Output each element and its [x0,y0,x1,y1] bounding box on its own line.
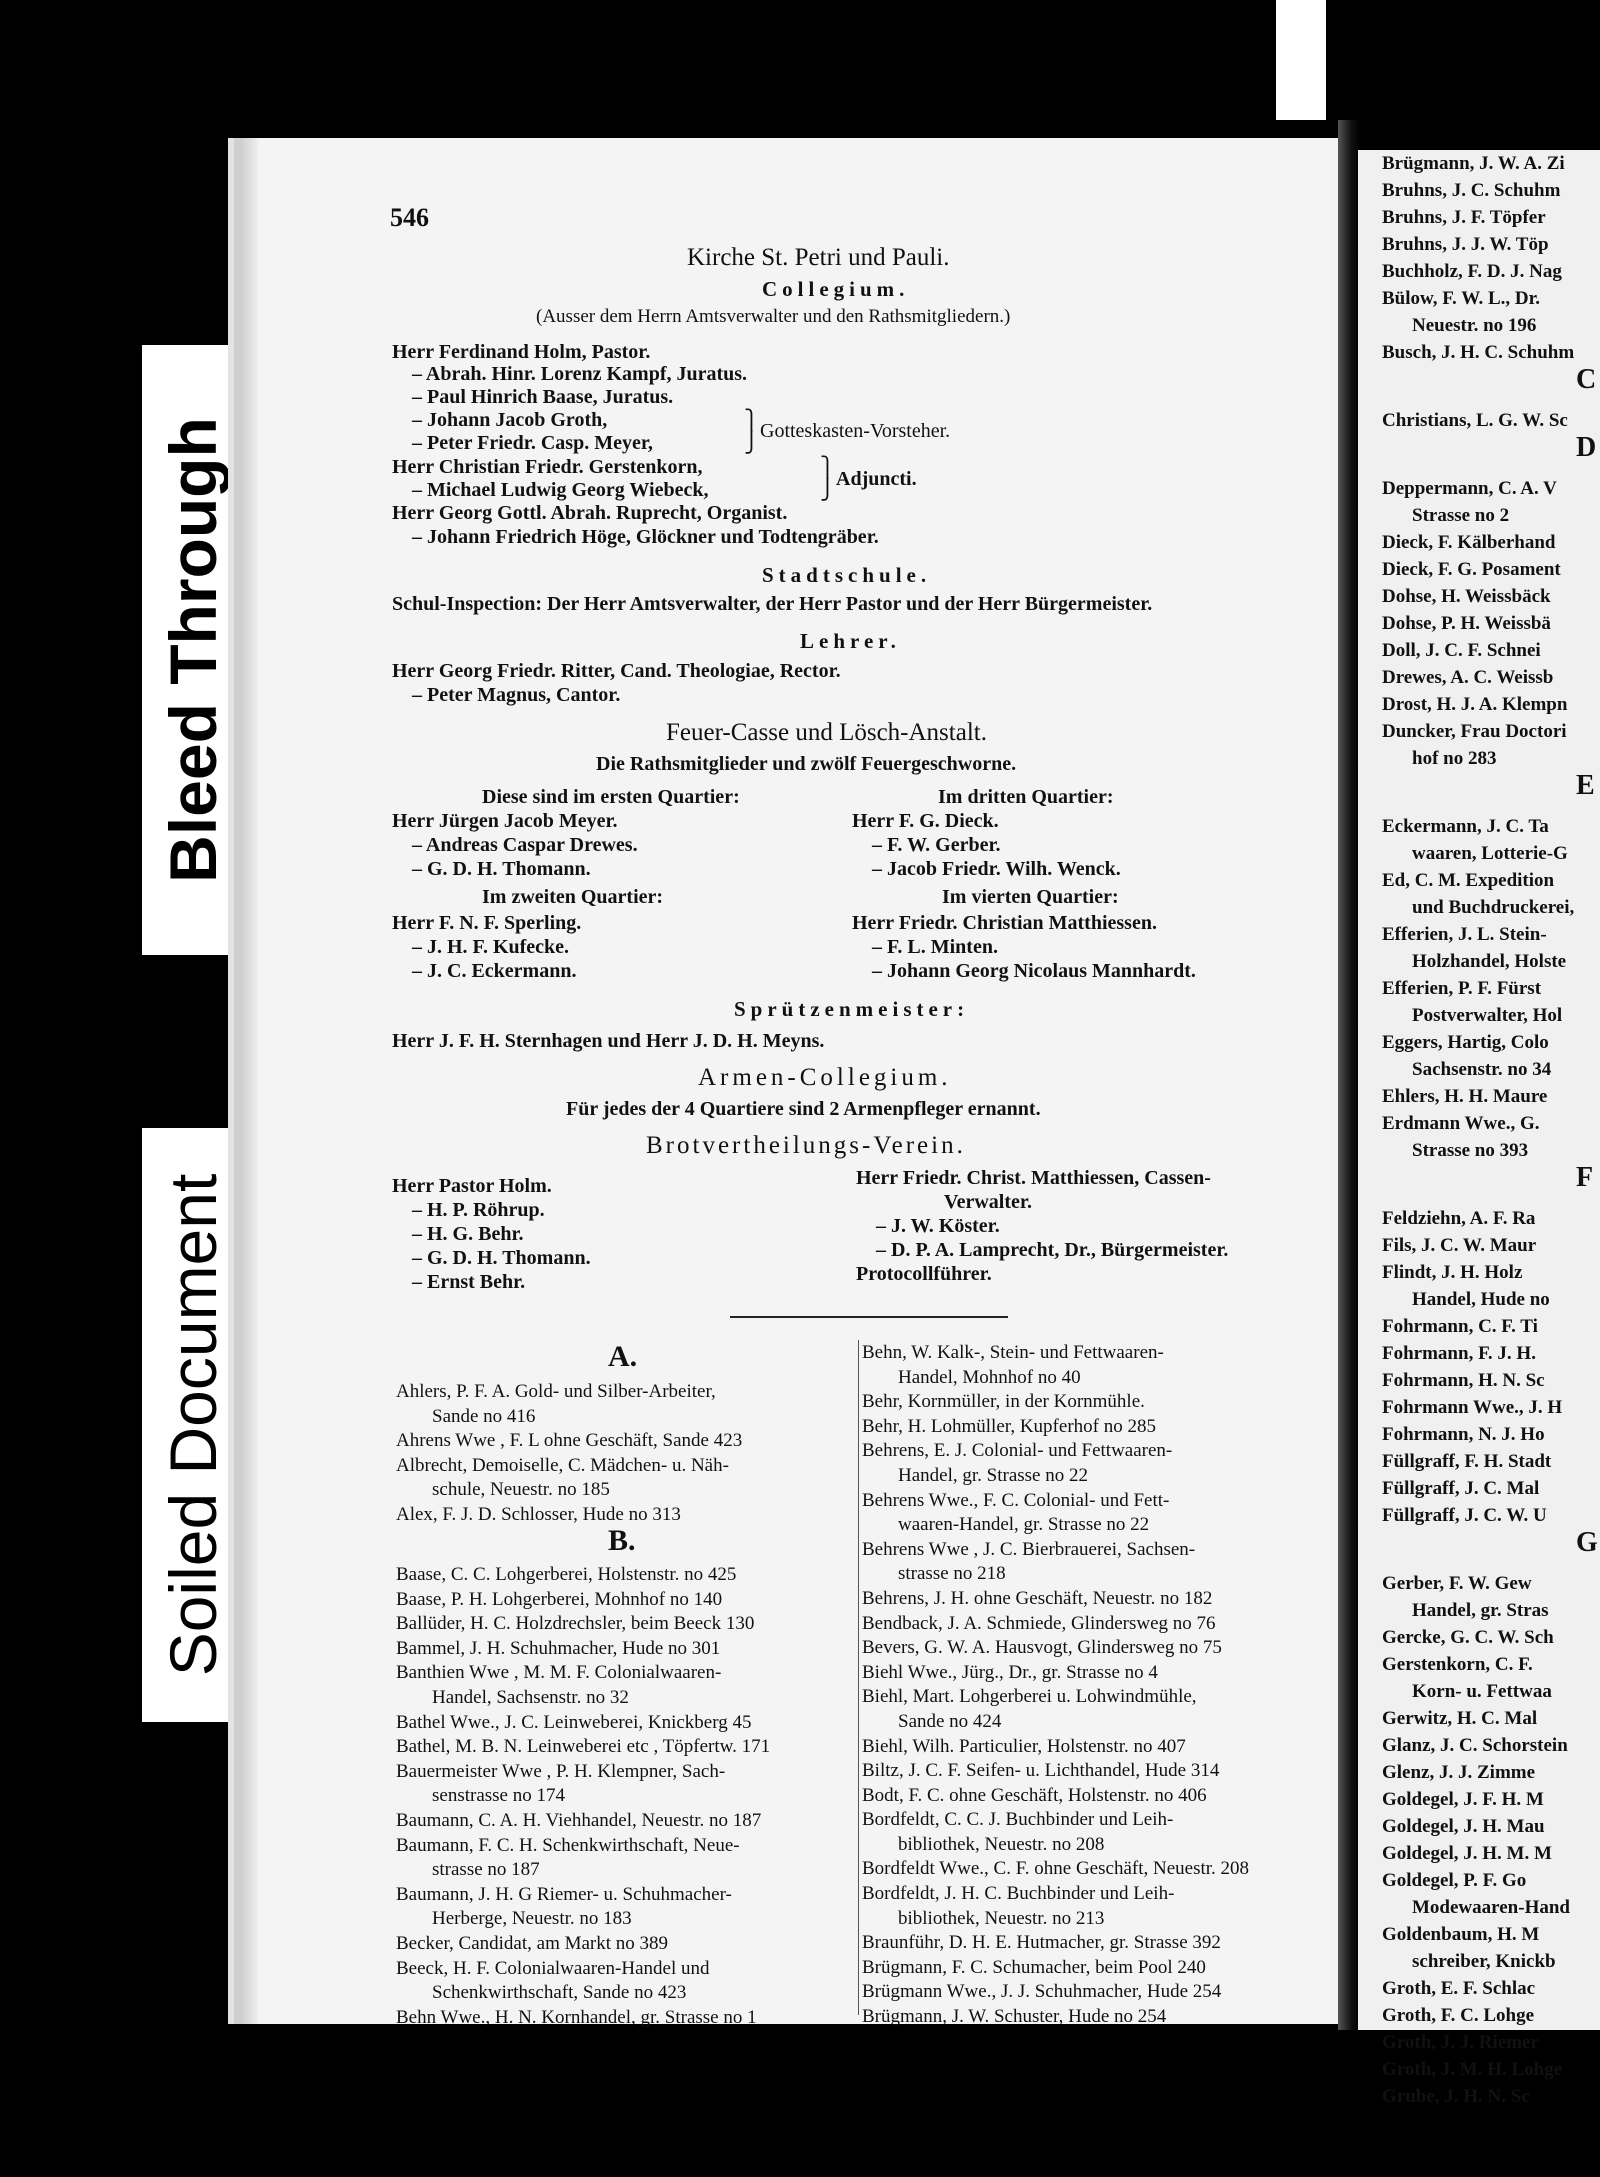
brot-right-3: – J. W. Köster. [876,1215,1000,1237]
facing-entry: Korn- u. Fettwaa [1412,1681,1552,1702]
q3-member-1: Herr F. G. Dieck. [852,810,999,832]
facing-entry: Gerwitz, H. C. Mal [1382,1708,1538,1729]
member-1: Herr Ferdinand Holm, Pastor. [392,341,651,363]
facing-entry: Dieck, F. Kälberhand [1382,532,1556,553]
facing-letter-heading: F [1576,1162,1594,1193]
directory-entry: Ballüder, H. C. Holzdrechsler, beim Beeck 130 [396,1613,755,1635]
facing-entry: Dohse, H. Weissbäck [1382,586,1551,607]
directory-entry: Braunführ, D. H. E. Hutmacher, gr. Strasse 392 [862,1932,1221,1954]
facing-entry: Ed, C. M. Expedition [1382,870,1555,891]
facing-entry: Eckermann, J. C. Ta [1382,816,1549,837]
facing-entry: Postverwalter, Hol [1412,1005,1563,1026]
brace-4: ⎭ [820,479,835,501]
directory-entry: Baase, P. H. Lohgerberei, Mohnhof no 140 [396,1588,723,1610]
q1-member-1: Herr Jürgen Jacob Meyer. [392,810,618,832]
facing-entry: Fohrmann, C. F. Ti [1382,1316,1538,1337]
member-2: – Abrah. Hinr. Lorenz Kampf, Juratus. [412,363,748,385]
q4-heading: Im vierten Quartier: [942,886,1119,908]
facing-entry: Feldziehn, A. F. Ra [1382,1208,1536,1229]
facing-entry: Bruhns, J. J. W. Töp [1382,234,1549,255]
school-heading: Stadtschule. [762,563,932,587]
facing-entry: Goldegel, J. H. Mau [1382,1816,1545,1837]
facing-entry: Glenz, J. J. Zimme [1382,1762,1536,1783]
directory-entry: Behn, W. Kalk-, Stein- und Fettwaaren- [862,1342,1164,1363]
spritzen-text: Herr J. F. H. Sternhagen und Herr J. D. H. Meyns. [392,1030,825,1052]
directory-entry: Biehl, Wilh. Particulier, Holstenstr. no 407 [862,1735,1186,1757]
directory-entry: Behrens, J. H. ohne Geschäft, Neuestr. no 182 [862,1587,1213,1609]
brot-left-1: Herr Pastor Holm. [392,1175,552,1197]
facing-entry: Glanz, J. C. Schorstein [1382,1735,1568,1756]
teachers-heading: Lehrer. [800,629,901,653]
directory-entry: Sande no 424 [898,1710,1002,1732]
facing-letter-heading: D [1576,432,1597,463]
facing-entry: Groth, J. J. Riemer [1382,2032,1539,2053]
q2-heading: Im zweiten Quartier: [482,886,664,908]
facing-entry: Handel, gr. Stras [1412,1600,1549,1621]
gotteskasten-label: Gotteskasten-Vorsteher. [760,420,951,442]
member-4: – Johann Jacob Groth, [412,409,608,431]
facing-entry: Groth, E. F. Schlac [1382,1978,1536,1999]
facing-entry: Füllgraff, J. C. Mal [1382,1478,1540,1499]
facing-entry: Neuestr. no 196 [1412,315,1537,336]
directory-entry: Albrecht, Demoiselle, C. Mädchen- u. Näh- [396,1454,729,1476]
brot-right-1: Herr Friedr. Christ. Matthiessen, Cassen- [856,1167,1211,1189]
member-3: – Paul Hinrich Baase, Juratus. [412,386,674,408]
letter-b-heading: B. [608,1524,636,1557]
facing-entry: Doll, J. C. F. Schnei [1382,640,1541,661]
teacher-1: Herr Georg Friedr. Ritter, Cand. Theologiae, Rector. [392,660,841,682]
school-inspection: Schul-Inspection: Der Herr Amtsverwalter, der Herr Pastor und der Herr Bürgermeister. [392,593,1153,615]
facing-entry: hof no 283 [1412,748,1497,769]
q2-member-3: – J. C. Eckermann. [412,960,577,982]
spritzen-heading: Sprützenmeister: [734,997,970,1021]
directory-entry: Biehl, Mart. Lohgerberei u. Lohwindmühle, [862,1686,1197,1708]
directory-entry: Behrens, E. J. Colonial- und Fettwaaren- [862,1440,1173,1462]
brot-left-5: – Ernst Behr. [412,1271,526,1293]
directory-entry: Handel, Mohnhof no 40 [898,1366,1081,1388]
facing-entry: Bruhns, J. C. Schuhm [1382,180,1561,201]
member-8: Herr Georg Gottl. Abrah. Ruprecht, Organist. [392,502,788,524]
directory-entry: schule, Neuestr. no 185 [432,1479,610,1501]
facing-entry: Fohrmann Wwe., J. H [1382,1397,1563,1418]
book-gutter [1338,120,1360,2030]
facing-entry: Holzhandel, Holste [1412,951,1567,972]
facing-entry: Goldenbaum, H. M [1382,1924,1540,1945]
facing-entry: Dieck, F. G. Posament [1382,559,1561,580]
q1-member-2: – Andreas Caspar Drewes. [412,834,638,856]
facing-entry: Deppermann, C. A. V [1382,478,1557,499]
facing-entry: Gerstenkorn, C. F. [1382,1654,1533,1675]
directory-entry: Baumann, C. A. H. Viehhandel, Neuestr. no 187 [396,1809,762,1831]
facing-entry: Sachsenstr. no 34 [1412,1059,1552,1080]
brot-left-4: – G. D. H. Thomann. [412,1247,591,1269]
directory-entry: Bodt, F. C. ohne Geschäft, Holstenstr. no 406 [862,1784,1207,1806]
directory-entry: Bathel Wwe., J. C. Leinweberei, Knickberg 45 [396,1711,752,1733]
directory-entry: Bordfeldt, C. C. J. Buchbinder und Leih- [862,1809,1174,1831]
directory-entry: strasse no 187 [432,1859,540,1881]
directory-entry: Becker, Candidat, am Markt no 389 [396,1932,669,1954]
facing-entry: waaren, Lotterie-G [1412,843,1568,864]
adjuncti-label: Adjuncti. [836,468,917,490]
directory-entry: Bordfeldt Wwe., C. F. ohne Geschäft, Neuestr. 208 [862,1858,1250,1880]
q4-member-1: Herr Friedr. Christian Matthiessen. [852,912,1157,934]
facing-entry: Dohse, P. H. Weissbä [1382,613,1551,634]
directory-column-b [396,1563,770,2030]
brot-right-2: Verwalter. [944,1191,1032,1213]
teacher-2: – Peter Magnus, Cantor. [412,684,621,706]
facing-entry: Brügmann, J. W. A. Zi [1382,153,1565,174]
directory-entry: Behrens Wwe., F. C. Colonial- und Fett- [862,1489,1170,1511]
q4-member-2: – F. L. Minten. [872,936,998,958]
facing-entry: Drewes, A. C. Weissb [1382,667,1554,688]
directory-entry: Bordfeldt, J. H. C. Buchbinder und Leih- [862,1883,1175,1905]
soiled-document-text: Soiled Document [156,1173,230,1677]
q1-member-3: – G. D. H. Thomann. [412,858,591,880]
q2-member-2: – J. H. F. Kufecke. [412,936,570,958]
facing-entry: Goldegel, J. F. H. M [1382,1789,1544,1810]
directory-entry: Behr, H. Lohmüller, Kupferhof no 285 [862,1415,1156,1437]
facing-entry: und Buchdruckerei, [1412,897,1575,918]
facing-entry: Grube, J. H. N. Sc [1382,2086,1530,2107]
directory-entry: Schenkwirthschaft, Sande no 423 [432,1982,687,2004]
facing-entry: Buchholz, F. D. J. Nag [1382,261,1562,282]
facing-entry: Drost, H. J. A. Klempn [1382,694,1568,715]
facing-entry: Bülow, F. W. L., Dr. [1382,288,1541,309]
letter-a-heading: A. [608,1340,638,1373]
facing-entry: Christians, L. G. W. Sc [1382,410,1568,431]
facing-entry: Fohrmann, F. J. H. [1382,1343,1536,1364]
member-6: Herr Christian Friedr. Gerstenkorn, [392,456,703,478]
directory-entry: Handel, Sachsenstr. no 32 [432,1686,629,1708]
armen-text: Für jedes der 4 Quartiere sind 2 Armenpfleger ernannt. [566,1098,1041,1120]
directory-entry: Sande no 416 [432,1405,536,1427]
directory-entry: Ahlers, P. F. A. Gold- und Silber-Arbeiter, [396,1381,716,1402]
q2-member-1: Herr F. N. F. Sperling. [392,912,582,934]
facing-letter-heading: G [1576,1527,1598,1558]
facing-entry: Efferien, J. L. Stein- [1382,924,1547,945]
facing-entry: Modewaaren-Hand [1412,1897,1570,1918]
directory-entry: Biltz, J. C. F. Seifen- u. Lichthandel, Hude 314 [862,1760,1220,1782]
directory-entry: Behr, Kornmüller, in der Kornmühle. [862,1391,1145,1413]
directory-entry: Baumann, F. C. H. Schenkwirthschaft, Neue- [396,1834,740,1856]
directory-entry: Bauermeister Wwe , P. H. Klempner, Sach- [396,1760,726,1782]
directory-entry: bibliothek, Neuestr. no 208 [898,1833,1105,1855]
facing-entry: schreiber, Knickb [1412,1951,1556,1972]
directory-entry: Bathel, M. B. N. Leinweberei etc , Töpfertw. 171 [396,1736,771,1758]
facing-entry: Bruhns, J. F. Töpfer [1382,207,1546,228]
directory-entry: Herberge, Neuestr. no 183 [432,1908,632,1930]
fire-title: Feuer-Casse und Lösch-Anstalt. [666,719,987,746]
facing-entry: Goldegel, J. H. M. M [1382,1843,1552,1864]
church-title: Kirche St. Petri und Pauli. [687,244,950,271]
directory-entry: waaren-Handel, gr. Strasse no 22 [898,1514,1150,1536]
directory-entry: Bevers, G. W. A. Hausvogt, Glindersweg no 75 [862,1637,1222,1659]
facing-entry: Fohrmann, N. J. Ho [1382,1424,1545,1445]
fire-subtitle: Die Rathsmitglieder und zwölf Feuergeschworne. [596,753,1017,775]
member-5: – Peter Friedr. Casp. Meyer, [412,432,653,454]
facing-entry: Strasse no 393 [1412,1140,1529,1161]
facing-entry: Füllgraff, F. H. Stadt [1382,1451,1552,1472]
brot-right-5: Protocollführer. [856,1263,992,1285]
q3-heading: Im dritten Quartier: [938,786,1114,808]
directory-entry: Beeck, H. F. Colonialwaaren-Handel und [396,1957,710,1979]
facing-letter-heading: E [1576,770,1595,801]
directory-entry: Alex, F. J. D. Schlosser, Hude no 313 [396,1503,681,1525]
directory-entry: bibliothek, Neuestr. no 213 [898,1907,1105,1929]
directory-entry: senstrasse no 174 [432,1785,565,1807]
member-9: – Johann Friedrich Höge, Glöckner und Todtengräber. [412,526,879,548]
facing-entry: Erdmann Wwe., G. [1382,1113,1540,1134]
facing-entry: Füllgraff, J. C. W. U [1382,1505,1547,1526]
column-rule [858,1340,859,2015]
collegium-heading: Collegium. [762,277,910,301]
facing-entry: Groth, F. C. Lohge [1382,2005,1535,2026]
directory-entry: Bammel, J. H. Schuhmacher, Hude no 301 [396,1637,721,1659]
brot-left-3: – H. G. Behr. [412,1223,524,1245]
brace-3: ⎫ [820,457,835,479]
brot-right-4: – D. P. A. Lamprecht, Dr., Bürgermeister. [876,1239,1229,1261]
facing-entry: Gercke, G. C. W. Sch [1382,1627,1554,1648]
facing-entry: Fils, J. C. W. Maur [1382,1235,1537,1256]
collegium-note: (Ausser dem Herrn Amtsverwalter und den Rathsmitgliedern.) [536,306,1011,327]
q4-member-3: – Johann Georg Nicolaus Mannhardt. [872,960,1196,982]
directory-entry: Biehl Wwe., Jürg., Dr., gr. Strasse no 4 [862,1661,1158,1683]
armen-title: Armen-Collegium. [698,1064,952,1091]
directory-entry: Behn Wwe., H. N. Kornhandel, gr. Strasse no 1 [396,2006,757,2028]
brace-1: ⎫ [744,410,759,432]
directory-entry: Behrens Wwe , J. C. Bierbrauerei, Sachsen- [862,1538,1196,1560]
facing-entry: Gerber, F. W. Gew [1382,1573,1532,1594]
brace-2: ⎭ [744,432,759,454]
directory-entry: strasse no 218 [898,1563,1006,1585]
directory-entry: Baase, C. C. Lohgerberei, Holstenstr. no 425 [396,1564,737,1585]
q3-member-3: – Jacob Friedr. Wilh. Wenck. [872,858,1121,880]
facing-entry: Eggers, Hartig, Colo [1382,1032,1549,1053]
facing-entry: Strasse no 2 [1412,505,1510,526]
member-7: – Michael Ludwig Georg Wiebeck, [412,479,709,501]
page-number: 546 [390,203,429,232]
q3-member-2: – F. W. Gerber. [872,834,1001,856]
facing-entry: Busch, J. H. C. Schuhm [1382,342,1575,363]
brot-left-2: – H. P. Röhrup. [412,1199,545,1221]
facing-letter-heading: C [1576,364,1597,395]
facing-entry: Groth, J. M. H. Lohge [1382,2059,1563,2080]
directory-entry: Brügmann Wwe., J. J. Schuhmacher, Hude 254 [862,1981,1222,2003]
directory-column-a [396,1380,742,1528]
q1-heading: Diese sind im ersten Quartier: [482,786,740,808]
facing-entry: Efferien, P. F. Fürst [1382,978,1542,999]
directory-entry: Handel, gr. Strasse no 22 [898,1464,1088,1486]
directory-entry: Ahrens Wwe , F. L ohne Geschäft, Sande 423 [396,1430,743,1452]
directory-entry: Banthien Wwe , M. M. F. Colonialwaaren- [396,1662,722,1684]
facing-entry: Duncker, Frau Doctori [1382,721,1567,742]
facing-entry: Handel, Hude no [1412,1289,1550,1310]
bleed-through-text: Bleed Through [156,417,230,883]
facing-entry: Goldegel, P. F. Go [1382,1870,1527,1891]
brot-title: Brotvertheilungs-Verein. [646,1132,966,1159]
directory-column-right [862,1341,1249,2030]
facing-entry: Fohrmann, H. N. Sc [1382,1370,1545,1391]
directory-entry: Baumann, J. H. G Riemer- u. Schuhmacher- [396,1883,732,1905]
directory-entry: Bendback, J. A. Schmiede, Glindersweg no 76 [862,1612,1216,1634]
section-rule [730,1316,1008,1318]
facing-page [1358,150,1600,2107]
facing-entry: Ehlers, H. H. Maure [1382,1086,1548,1107]
directory-entry: Brügmann, J. W. Schuster, Hude no 254 [862,2006,1167,2028]
directory-entry: Brügmann, F. C. Schumacher, beim Pool 240 [862,1956,1206,1978]
facing-entry: Flindt, J. H. Holz [1382,1262,1523,1283]
